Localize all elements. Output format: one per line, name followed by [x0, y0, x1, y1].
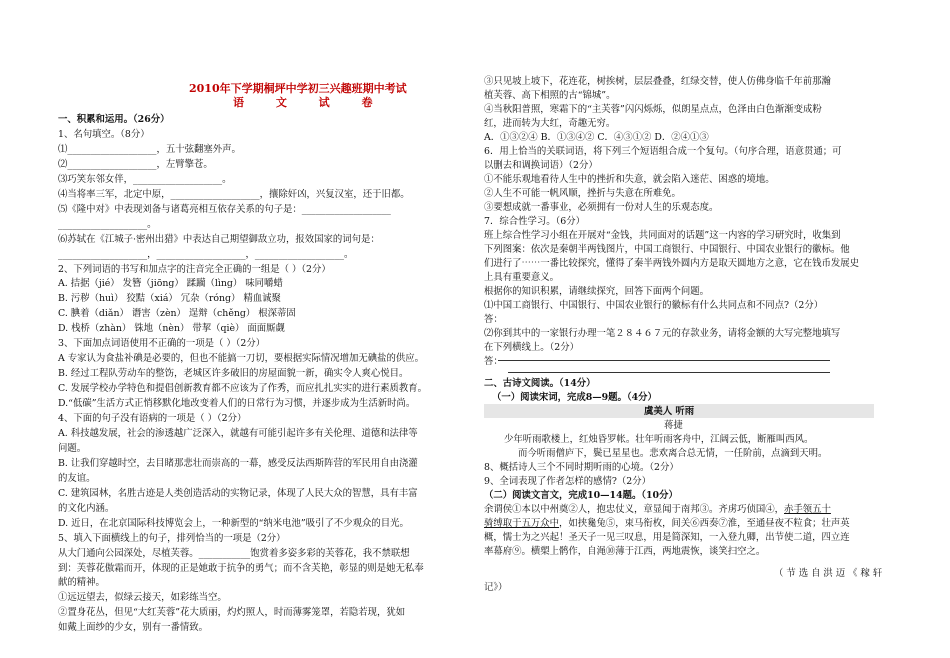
left-line: C. 腆着（diǎn） 谮害（zèn） 逞辩（chěng） 根深蒂固 [58, 308, 296, 320]
right-line: ③要想成就一番事业，必须拥有一份对人生的乐观态度。 [484, 202, 719, 213]
right-line: 红，进而转为大红，奇趣无穷。 [484, 118, 616, 129]
prose-underlined-1: 赤手领五十 [784, 504, 831, 515]
prose-line-3: 概，懦士为之兴起！圣天子一见三叹息，用是简深知，一入登九卿，出节使二道，四立连 [484, 532, 850, 543]
right-line: 班上综合性学习小组在开展对“金钱，共同面对的话题”这一内容的学习研究时，收集到 [484, 230, 841, 241]
section-2-heading: 二、古诗文阅读。（14分） [484, 378, 596, 389]
left-line: ⑷当将率三军，北定中原，___________________，攘除奸凶，兴复汉室，还于旧都。 [58, 188, 410, 200]
left-line: ①远远望去，似绿云接天，如彩练当空。 [58, 592, 227, 604]
left-line: A. 拮据（jié） 发簪（jiōng） 蹂躏（lìng） 味同嚼蜡 [58, 278, 283, 290]
left-line: B. 让我们穿越时空，去目睹那悲壮而崇高的一幕，感受反法西斯阵营的军民用自由浇灌 [58, 457, 418, 469]
left-line: 3、下面加点词语使用不正确的一项是（ ）（2分） [58, 338, 266, 350]
left-line: 从大门通向公园深处，尽植芙蓉。___________饱赏着多姿多彩的芙蓉花，我不禁联想 [58, 547, 410, 559]
left-line: ⑶巧笑东邻女伴，___________________。 [58, 173, 232, 185]
right-line: ⑵你到其中的一家银行办理一笔２８４６７元的存款业务，请将金额的大写完整地填写 [484, 328, 841, 339]
left-line: 5、填入下面横线上的句子，排列恰当的一项是（2分） [58, 532, 286, 544]
prose-line-1-text: 余谓侯①本以中州奠②人，抱忠仗义，章显闻于南邦③。齐虏巧侦国④， [484, 504, 785, 515]
right-line: ②人生不可能一帆风顺，挫折与失意在所难免。 [484, 188, 681, 199]
exam-title: 2010年下学期桐坪中学初三兴趣班期中考试 [189, 82, 407, 95]
left-line: ___________________，___________________，___________________。 [58, 248, 354, 260]
right-line: 7．综合性学习。（6分） [484, 216, 585, 227]
prose-line-1 [484, 504, 831, 516]
left-line: 问题。 [58, 442, 87, 454]
left-line: 的文化内涵。 [58, 502, 115, 514]
right-line: 们进行了⋯⋯一番比较探究，懂得了秦半两钱外圆内方是取天圆地方之意，它在钱币发展史 [484, 258, 860, 269]
right-line: 下列图案：依次是秦朝半两钱图片，中国工商银行、中国银行、中国农业银行的徽标。他 [484, 244, 850, 255]
right-line: ④当秋阳普照，寒霜下的“主芙蓉”闪闪烁烁，似朗星点点，色泽由白色渐渐变成粉 [484, 104, 822, 115]
question-8: 8、概括诗人三个不同时期听雨的心境。（2分） [484, 462, 679, 473]
right-line: ③只见坡上坡下，花连花，树挨树，层层叠叠，红绿交替，使人仿佛身临千年前那瀚 [484, 76, 831, 87]
left-line: 的友谊。 [58, 472, 96, 484]
left-line: ⑵___________________，左臂擎苍。 [58, 158, 213, 170]
poem-author: 蒋捷 [664, 420, 683, 431]
left-line: C. 建筑园林，名胜古迹是人类创造活动的实物记录，体现了人民大众的智慧，具有丰富 [58, 487, 418, 499]
right-line: 植芙蓉、高下相照的古“锦城”。 [484, 90, 616, 101]
part-1-heading: （一）阅读宋词，完成8—9题。（4分） [492, 392, 657, 403]
left-line: ___________________。 [58, 218, 157, 230]
poem-line-2: 而今听雨僧庐下，鬓已星星也。悲欢离合总无情，一任阶前，点滴到天明。 [518, 448, 828, 459]
poem-line-1: 少年听雨歌楼上，红烛昏罗帐。壮年听雨客舟中，江阔云低，断雁叫西风。 [504, 434, 814, 445]
left-line: B. 经过工程队劳动车的整饬，老城区许多破旧的房屋面貌一新，确实令人爽心悦目。 [58, 368, 409, 380]
left-line: 如戴上面纱的少女，别有一番情致。 [58, 622, 209, 634]
left-line: C. 发展学校办学特色和提倡创新教育都不应该为了作秀，而应扎扎实实的进行素质教育。 [58, 383, 428, 395]
left-line: ⑸《隆中对》中表现刘备与诸葛亮相互依存关系的句子是：___________________ [58, 203, 391, 215]
right-line: 答： [484, 356, 503, 367]
left-line: 4、下面的句子没有语病的一项是（ ）（2分） [58, 413, 247, 424]
right-line: ①不能乐观地看待人生中的挫折和失意，就会陷入迷茫、困惑的境地。 [484, 174, 775, 185]
prose-underlined-2: 骑缚取于五万众中 [484, 518, 560, 529]
right-line: 上具有重要意义。 [484, 272, 560, 283]
answer-line-right-2 [498, 360, 830, 361]
right-line: A．①③②④ B．①③④② C．④③①② D．②④①③ [484, 132, 709, 143]
left-line: ⑴___________________，五十弦翻塞外声。 [58, 143, 241, 155]
poem-title: 虞美人 听雨 [644, 406, 695, 417]
prose-line-2-text: ，如挟毚兔⑤，束马衔枚，间关⑥西奏⑦淮，至通昼夜不粒食；壮声英 [559, 518, 850, 529]
left-line: 一、积累和运用。（26分） [58, 114, 170, 125]
left-line: 1、名句填空。（8分） [58, 128, 150, 140]
left-line: A. 科技越发展，社会的渗透越广泛深入，就越有可能引起许多有关伦理、道德和法律等 [58, 427, 418, 439]
left-line: D.“低碳”生活方式正悄移默化地改变着人们的日常行为习惯，并逐步成为生活新时尚。 [58, 398, 416, 410]
right-line: 6．用上恰当的关联词语，将下列三个短语组合成一个复句。（句序合理，语意贯通；可 [484, 146, 842, 157]
part-2-heading: （二）阅读文言文，完成10—14题。（10分） [484, 490, 678, 501]
left-line: 到：芙蓉花傲霜而开，体现的正是她敢于抗争的勇气；而不含芙艳，彰显的则是她无私奉 [58, 562, 424, 574]
prose-line-4: 率幕府⑨。横槊上鹘作，自渑⑩薄于江西，两地震恢，谈笑扫空之。 [484, 546, 766, 557]
left-line: 2、下列词语的书写和加点字的注音完全正确的一组是（ ）（2分） [58, 263, 331, 275]
right-line: 答： [484, 314, 503, 325]
left-line: B. 污秽（huì） 狡黠（xiá） 冗杂（róng） 精血诚聚 [58, 293, 281, 305]
prose-line-2 [484, 518, 850, 530]
right-line: ⑴中国工商银行、中国银行、中国农业银行的徽标有什么共同点和不同点?（2分） [484, 300, 824, 311]
question-9: 9、全词表现了作者怎样的感情?（2分） [484, 476, 651, 487]
left-line: ②置身花丛，但见“大红芙蓉”花大质丽，灼灼照人，时而薄雾笼罩，若隐若现，犹如 [58, 607, 406, 619]
right-line: 在下列横线上。（2分） [484, 342, 580, 353]
answer-line-right [508, 372, 830, 373]
right-line: 以删去和调换词语）（2分） [484, 160, 598, 171]
right-line: 根据你的知识积累，请继续探究，回答下面两个问题。 [484, 286, 710, 297]
exam-subtitle: 语 文 试 卷 [233, 96, 387, 109]
prose-source-1: （ 节 选 自 洪 迈 《 稼 轩 [774, 568, 883, 579]
left-line: D. 栈桥（zhàn） 铢地（nèn） 带挈（qiè） 面面厮觑 [58, 323, 285, 335]
left-line: 献的精神。 [58, 577, 105, 589]
left-line: ⑹苏轼在《江城子·密州出猎》中表达自己期望御敌立功，报效国家的词句是： [58, 233, 380, 245]
left-line: A 专家认为食盐补碘是必要的，但也不能搞一刀切，要根据实际情况增加无碘盐的供应。 [58, 353, 425, 365]
prose-source-2: 记》） [484, 582, 508, 593]
left-line: D. 近日，在北京国际科技博览会上，一种新型的“纳米电池”吸引了不少观众的目光。 [58, 517, 409, 529]
